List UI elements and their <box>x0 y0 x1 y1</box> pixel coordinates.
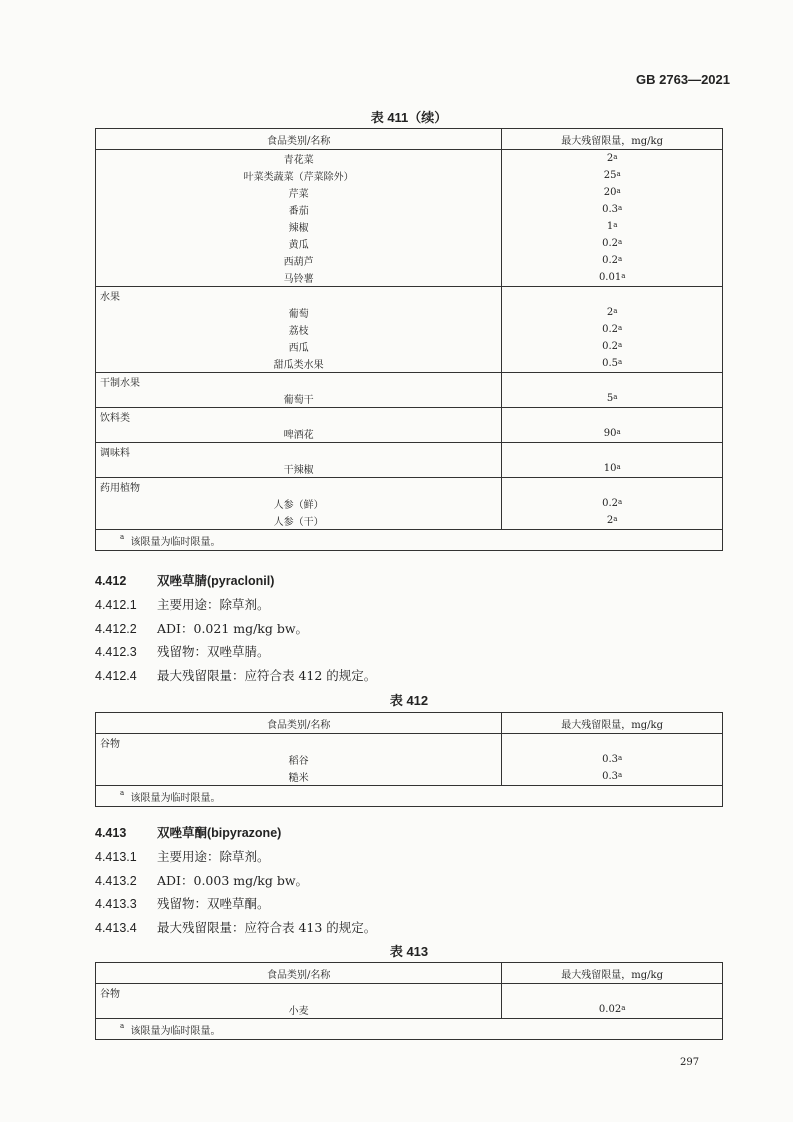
footnote-mark: a <box>618 498 623 506</box>
clause-number: 4.412.2 <box>95 621 137 636</box>
mrl-value <box>502 495 723 512</box>
food-name: 马铃薯 <box>96 269 502 287</box>
food-name: 啤酒花 <box>96 425 502 443</box>
footnote-mark: a <box>618 238 623 246</box>
food-name: 辣椒 <box>96 218 502 235</box>
table-row <box>96 321 723 338</box>
section-line <box>95 595 270 613</box>
section-line <box>95 918 376 936</box>
footnote-mark: a <box>613 515 618 523</box>
clause-number: 4.412.1 <box>95 598 137 612</box>
section-line <box>95 666 376 684</box>
category-row <box>96 734 723 752</box>
category-row <box>96 287 723 305</box>
table-note: $^a$ 该限量为临时限量。 <box>96 786 723 807</box>
mrl-number: 0.2 <box>602 238 619 249</box>
mrl-value <box>502 252 723 269</box>
mrl-number: 90 <box>603 428 617 439</box>
clause-text: ADI：0.021 mg/kg bw。 <box>157 620 309 636</box>
category-name: 谷物 <box>96 984 502 1002</box>
section-line <box>95 894 270 912</box>
mrl-value <box>502 408 723 426</box>
clause-number: 4.413.4 <box>95 920 137 935</box>
table-row <box>96 495 723 512</box>
food-name: 糙米 <box>96 768 502 786</box>
table-412 <box>95 712 723 807</box>
mrl-number: 2 <box>606 515 614 526</box>
table-413 <box>95 962 723 1040</box>
category-name: 饮料类 <box>96 408 502 426</box>
column-header-mrl: 最大残留限量，mg/kg <box>502 963 723 984</box>
clause-number: 4.412.3 <box>95 645 137 659</box>
table-row <box>96 304 723 321</box>
category-name: 药用植物 <box>96 478 502 496</box>
footnote-mark: a <box>621 272 626 280</box>
table-row <box>96 390 723 408</box>
clause-text: 残留物：双唑草腈。 <box>157 644 270 659</box>
column-header-food: 食品类别/名称 <box>96 963 502 984</box>
footnote-mark: a <box>616 170 621 178</box>
mrl-number: 2 <box>606 153 614 164</box>
table-row <box>96 218 723 235</box>
mrl-value <box>502 150 723 168</box>
footnote-mark: a <box>613 307 618 315</box>
mrl-number: 0.02 <box>598 1004 622 1015</box>
category-row <box>96 478 723 496</box>
table-row <box>96 269 723 287</box>
category-name: 调味料 <box>96 443 502 461</box>
footnote-mark: a <box>621 1004 626 1012</box>
category-row <box>96 984 723 1002</box>
footnote-mark: a <box>616 463 621 471</box>
clause-text: 残留物：双唑草酮。 <box>157 896 270 911</box>
table-row <box>96 768 723 786</box>
mrl-value <box>502 235 723 252</box>
column-header-food: 食品类别/名称 <box>96 713 502 734</box>
food-name: 葡萄 <box>96 304 502 321</box>
mrl-value <box>502 984 723 1002</box>
table-row <box>96 338 723 355</box>
food-name: 稻谷 <box>96 751 502 768</box>
food-name: 小麦 <box>96 1001 502 1019</box>
food-name: 人参（鲜） <box>96 495 502 512</box>
section-line <box>95 847 270 865</box>
column-header-food: 食品类别/名称 <box>96 129 502 150</box>
footnote-mark: a <box>618 341 623 349</box>
footnote-mark: a <box>618 324 623 332</box>
mrl-value <box>502 287 723 305</box>
mrl-number: 10 <box>603 463 617 474</box>
mrl-number: 0.2 <box>602 324 619 335</box>
food-name: 青花菜 <box>96 150 502 168</box>
section-4-413-heading: 4.413 双唑草酮(bipyrazone) <box>95 826 282 840</box>
mrl-value <box>502 355 723 373</box>
food-name: 芹菜 <box>96 184 502 201</box>
mrl-number: 20 <box>603 187 617 198</box>
mrl-value <box>502 751 723 768</box>
footnote-mark: a <box>616 187 621 195</box>
food-name: 干辣椒 <box>96 460 502 478</box>
food-name: 甜瓜类水果 <box>96 355 502 373</box>
category-row <box>96 408 723 426</box>
section-4-412-heading: 4.412 双唑草腈(pyraclonil) <box>95 574 275 588</box>
table-row <box>96 150 723 168</box>
food-name: 荔枝 <box>96 321 502 338</box>
mrl-value <box>502 460 723 478</box>
mrl-value <box>502 478 723 496</box>
page-number: 297 <box>680 1057 700 1068</box>
footnote-mark: a <box>618 771 623 779</box>
mrl-number: 0.01 <box>598 272 622 283</box>
mrl-number: 0.2 <box>602 498 619 509</box>
table-row <box>96 425 723 443</box>
column-header-mrl: 最大残留限量，mg/kg <box>502 129 723 150</box>
section-line <box>95 871 308 889</box>
mrl-number: 2 <box>606 307 614 318</box>
mrl-value <box>502 768 723 786</box>
food-name: 葡萄干 <box>96 390 502 408</box>
mrl-number: 0.3 <box>602 771 619 782</box>
mrl-value <box>502 734 723 752</box>
section-line <box>95 642 270 660</box>
table-row <box>96 751 723 768</box>
footnote-mark: a <box>618 358 623 366</box>
table-row <box>96 252 723 269</box>
mrl-value <box>502 184 723 201</box>
clause-text: ADI：0.003 mg/kg bw。 <box>157 872 309 888</box>
food-name: 人参（干） <box>96 512 502 530</box>
mrl-value <box>502 390 723 408</box>
food-name: 西葫芦 <box>96 252 502 269</box>
clause-text: 主要用途：除草剂。 <box>157 849 270 864</box>
footnote-mark: a <box>613 393 618 401</box>
table-row <box>96 512 723 530</box>
table-row <box>96 460 723 478</box>
mrl-number: 0.3 <box>602 754 619 765</box>
table-411-caption: 表 411（续） <box>370 110 448 125</box>
table-row <box>96 235 723 252</box>
mrl-value <box>502 338 723 355</box>
clause-number: 4.413.2 <box>95 873 137 888</box>
mrl-value <box>502 304 723 321</box>
clause-text: 最大残留限量：应符合表 413 的规定。 <box>157 919 377 935</box>
mrl-number: 1 <box>606 221 614 232</box>
mrl-number: 5 <box>606 393 614 404</box>
table-row <box>96 1001 723 1019</box>
category-name: 水果 <box>96 287 502 305</box>
mrl-value <box>502 512 723 530</box>
category-name: 谷物 <box>96 734 502 752</box>
table-412-caption: 表 412 <box>389 693 429 708</box>
footnote-mark: a <box>618 754 623 762</box>
food-name: 番茄 <box>96 201 502 218</box>
table-row <box>96 355 723 373</box>
mrl-number: 0.2 <box>602 255 619 266</box>
clause-number: 4.413.1 <box>95 850 137 864</box>
table-row <box>96 167 723 184</box>
mrl-number: 0.2 <box>602 341 619 352</box>
mrl-value <box>502 218 723 235</box>
mrl-value <box>502 321 723 338</box>
section-line <box>95 619 308 637</box>
mrl-number: 25 <box>603 170 617 181</box>
table-note: $^a$ 该限量为临时限量。 <box>96 1019 723 1040</box>
standard-number: GB 2763—2021 <box>636 72 730 87</box>
category-row <box>96 443 723 461</box>
footnote-mark: a <box>613 153 618 161</box>
table-411 <box>95 128 723 551</box>
mrl-number: 0.5 <box>602 358 619 369</box>
clause-text: 最大残留限量：应符合表 412 的规定。 <box>157 667 377 683</box>
footnote-mark: a <box>618 255 623 263</box>
clause-number: 4.412.4 <box>95 668 137 683</box>
category-row <box>96 373 723 391</box>
mrl-value <box>502 167 723 184</box>
mrl-number: 0.3 <box>602 204 619 215</box>
food-name: 黄瓜 <box>96 235 502 252</box>
footnote-mark: a <box>616 428 621 436</box>
mrl-value <box>502 1001 723 1019</box>
table-413-caption: 表 413 <box>389 944 429 959</box>
mrl-value <box>502 269 723 287</box>
mrl-value <box>502 425 723 443</box>
table-note: $^a$ 该限量为临时限量。 <box>96 530 723 551</box>
clause-number: 4.413.3 <box>95 897 137 911</box>
food-name: 西瓜 <box>96 338 502 355</box>
mrl-value <box>502 373 723 391</box>
table-row <box>96 184 723 201</box>
mrl-value <box>502 201 723 218</box>
mrl-value <box>502 443 723 461</box>
table-row <box>96 201 723 218</box>
food-name: 叶菜类蔬菜（芹菜除外） <box>96 167 502 184</box>
clause-text: 主要用途：除草剂。 <box>157 597 270 612</box>
footnote-mark: a <box>618 204 623 212</box>
column-header-mrl: 最大残留限量，mg/kg <box>502 713 723 734</box>
footnote-mark: a <box>613 221 618 229</box>
category-name: 干制水果 <box>96 373 502 391</box>
